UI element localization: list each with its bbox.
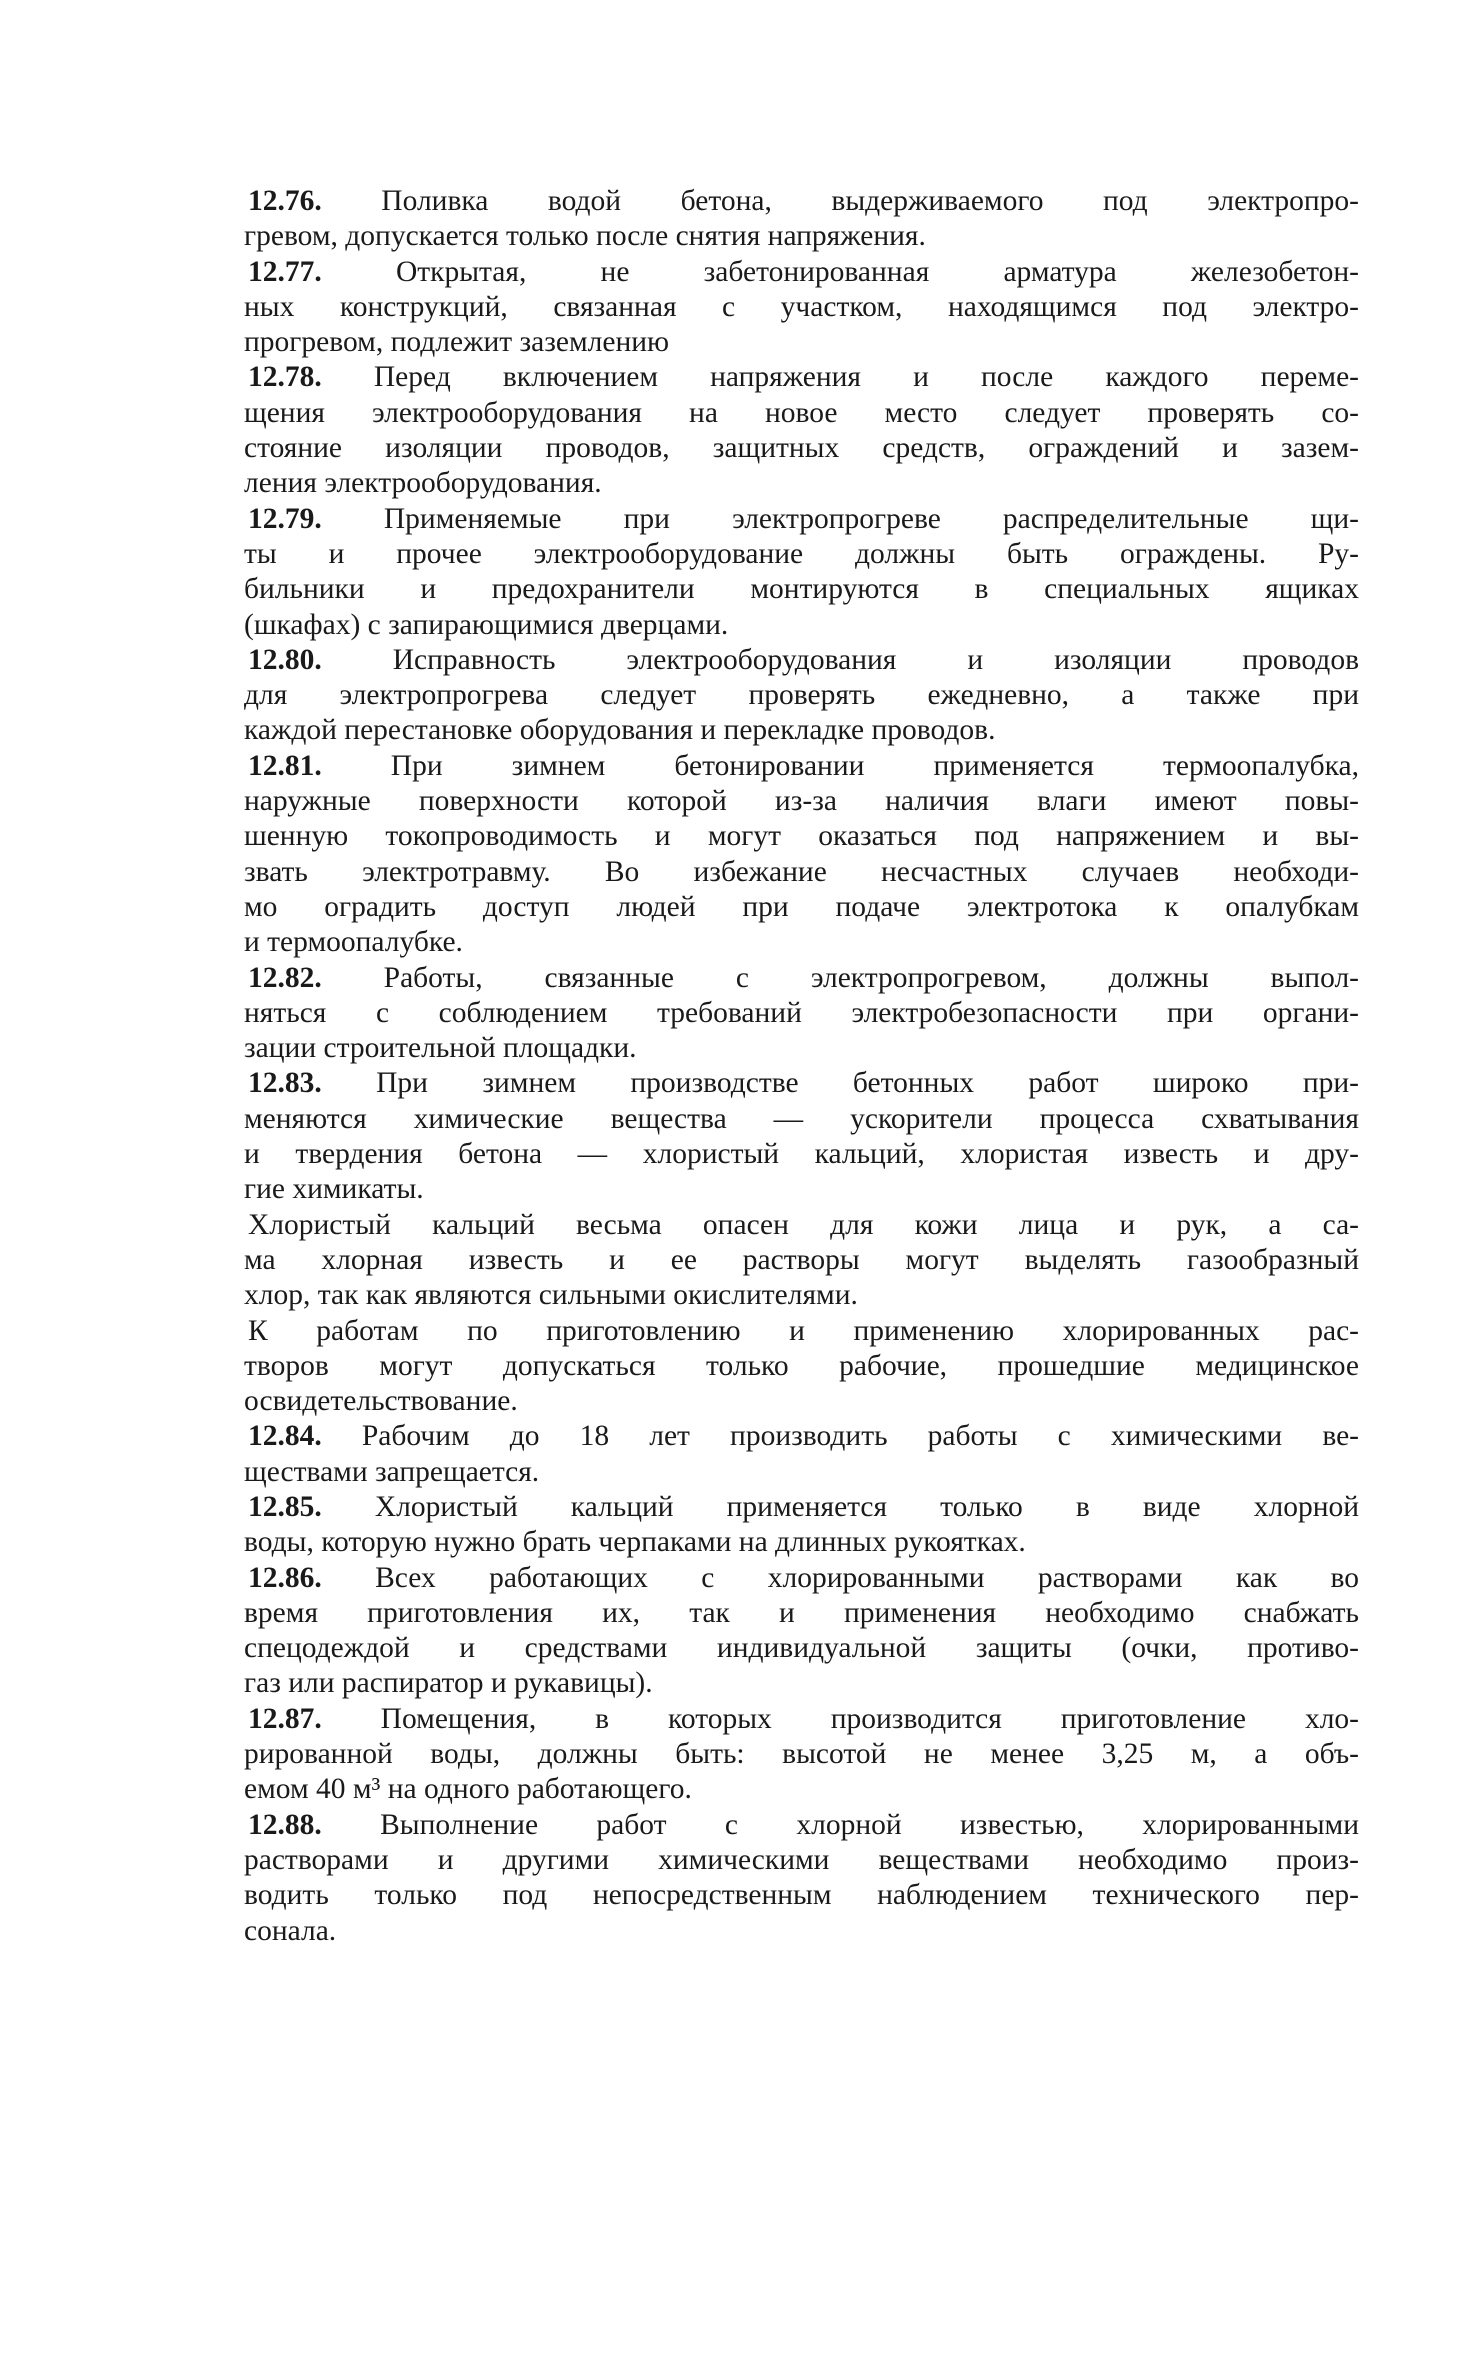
- text-line: растворами и другими химическими веществами необходимо произ-: [244, 1843, 1359, 1876]
- text-line: шенную токопроводимость и могут оказаться под напряжением и вы-: [244, 820, 1359, 853]
- clause-number: 12.82.: [248, 961, 322, 994]
- text-line: [244, 643, 1359, 678]
- text-line: емом 40 м³ на одного работающего.: [244, 1773, 692, 1806]
- text-line: каждой перестановке оборудования и перекладке проводов.: [244, 714, 996, 747]
- clause-number: 12.79.: [248, 502, 322, 535]
- line-text: Выполнение работ с хлорной известью, хлорированными: [380, 1808, 1360, 1841]
- text-line: ты и прочее электрооборудование должны быть ограждены. Ру-: [244, 537, 1359, 570]
- text-line: ма хлорная известь и ее растворы могут выделять газообразный: [244, 1243, 1359, 1276]
- paragraph-p-12-85: [244, 1490, 1359, 1561]
- text-line: [244, 502, 1359, 537]
- document-page: [244, 184, 1359, 1949]
- text-line: меняются химические вещества — ускорители процесса схватывания: [244, 1102, 1359, 1135]
- text-line: ления электрооборудования.: [244, 467, 602, 500]
- paragraph-p-12-87: [244, 1702, 1359, 1808]
- text-line: [244, 184, 1359, 219]
- line-text: К работам по приготовлению и применению хлорированных рас-: [248, 1314, 1359, 1347]
- clause-number: 12.88.: [248, 1808, 322, 1841]
- text-line: сонала.: [244, 1914, 337, 1947]
- text-line: зации строительной площадки.: [244, 1032, 637, 1065]
- text-line: водить только под непосредственным наблюдением технического пер-: [244, 1879, 1359, 1912]
- clause-number: 12.81.: [248, 749, 322, 782]
- text-line: [244, 1419, 1359, 1454]
- text-line: бильники и предохранители монтируются в специальных ящиках: [244, 573, 1359, 606]
- paragraph-p-12-80: [244, 643, 1359, 749]
- text-line: (шкафах) с запирающимися дверцами.: [244, 608, 729, 641]
- clause-number: 12.76.: [248, 185, 322, 217]
- line-text: Рабочим до 18 лет производить работы с химическими ве-: [361, 1420, 1359, 1453]
- text-line: время приготовления их, так и применения необходимо снабжать: [244, 1596, 1359, 1629]
- clause-number: 12.83.: [248, 1067, 322, 1100]
- text-line: ществами запрещается.: [244, 1455, 540, 1488]
- paragraph-p-12-76: [244, 184, 1359, 255]
- line-text: Применяемые при электропрогреве распределительные щи-: [383, 502, 1360, 535]
- text-line: освидетельствование.: [244, 1385, 518, 1418]
- text-line: творов могут допускаться только рабочие, прошедшие медицинское: [244, 1349, 1359, 1382]
- text-line: и термоопалубке.: [244, 926, 463, 959]
- paragraph-p-12-79: [244, 502, 1359, 643]
- text-line: прогревом, подлежит заземлению: [244, 326, 670, 359]
- text-line: [244, 255, 1359, 290]
- paragraph-p-12-82: [244, 961, 1359, 1067]
- paragraph-p-12-77: [244, 255, 1359, 361]
- text-line: [244, 1561, 1359, 1596]
- text-line: воды, которую нужно брать черпаками на длинных рукоятках.: [244, 1526, 1026, 1559]
- text-line: гревом, допускается только после снятия напряжения.: [244, 220, 926, 253]
- line-text: Хлористый кальций весьма опасен для кожи лица и рук, а са-: [248, 1208, 1359, 1241]
- clause-number: 12.86.: [248, 1561, 322, 1594]
- text-line: [244, 1808, 1359, 1843]
- clause-number: 12.77.: [248, 255, 322, 288]
- text-line: наружные поверхности которой из-за наличия влаги имеют повы-: [244, 785, 1359, 818]
- text-line: [244, 1490, 1359, 1525]
- text-line: [244, 1066, 1359, 1101]
- paragraph-p-12-78: [244, 360, 1359, 501]
- text-line: газ или распиратор и рукавицы).: [244, 1667, 653, 1700]
- line-text: Всех работающих с хлорированными растворами как во: [375, 1561, 1359, 1594]
- text-line: [244, 961, 1359, 996]
- text-line: [244, 1702, 1359, 1737]
- paragraph-p-12-84: [244, 1419, 1359, 1490]
- text-line: мо оградить доступ людей при подаче электротока к опалубкам: [244, 890, 1359, 923]
- paragraph-p-12-81: [244, 749, 1359, 961]
- clause-number: 12.85.: [248, 1490, 322, 1523]
- paragraph-p-12-83-b: [244, 1208, 1359, 1314]
- text-line: [244, 1314, 1359, 1349]
- line-text: Перед включением напряжения и после каждого переме-: [373, 361, 1359, 394]
- line-text: При зимнем бетонировании применяется термоопалубка,: [390, 749, 1359, 782]
- line-text: Исправность электрооборудования и изоляции проводов: [392, 643, 1359, 676]
- line-text: Хлористый кальций применяется только в виде хлорной: [374, 1490, 1360, 1523]
- paragraph-p-12-88: [244, 1808, 1359, 1949]
- clause-number: 12.78.: [248, 361, 322, 394]
- text-line: гие химикаты.: [244, 1173, 424, 1206]
- paragraph-p-12-83-c: [244, 1314, 1359, 1420]
- line-text: При зимнем производстве бетонных работ широко при-: [376, 1067, 1359, 1100]
- clause-number: 12.87.: [248, 1702, 322, 1735]
- line-text: Работы, связанные с электропрогревом, должны выпол-: [383, 961, 1360, 994]
- line-text: Поливка водой бетона, выдерживаемого под электропро-: [381, 185, 1359, 217]
- text-line: ных конструкций, связанная с участком, находящимся под электро-: [244, 290, 1359, 323]
- line-text: Открытая, не забетонированная арматура железобетон-: [395, 255, 1360, 288]
- text-line: и твердения бетона — хлористый кальций, хлористая известь и дру-: [244, 1138, 1359, 1171]
- clause-number: 12.80.: [248, 643, 322, 676]
- text-line: для электропрогрева следует проверять ежедневно, а также при: [244, 679, 1359, 712]
- paragraph-p-12-86: [244, 1561, 1359, 1702]
- text-line: звать электротравму. Во избежание несчастных случаев необходи-: [244, 855, 1359, 888]
- text-line: стояние изоляции проводов, защитных средств, ограждений и зазем-: [244, 432, 1359, 465]
- text-line: спецодеждой и средствами индивидуальной защиты (очки, противо-: [244, 1632, 1359, 1665]
- text-line: [244, 360, 1359, 395]
- paragraph-p-12-83: [244, 1066, 1359, 1207]
- text-line: рированной воды, должны быть: высотой не менее 3,25 м, а объ-: [244, 1738, 1359, 1771]
- clause-number: 12.84.: [248, 1420, 322, 1453]
- text-line: [244, 1208, 1359, 1243]
- text-line: хлор, так как являются сильными окислителями.: [244, 1279, 858, 1312]
- line-text: Помещения, в которых производится приготовление хло-: [380, 1702, 1359, 1735]
- text-line: няться с соблюдением требований электробезопасности при органи-: [244, 996, 1359, 1029]
- text-line: [244, 749, 1359, 784]
- text-line: щения электрооборудования на новое место следует проверять со-: [244, 396, 1359, 429]
